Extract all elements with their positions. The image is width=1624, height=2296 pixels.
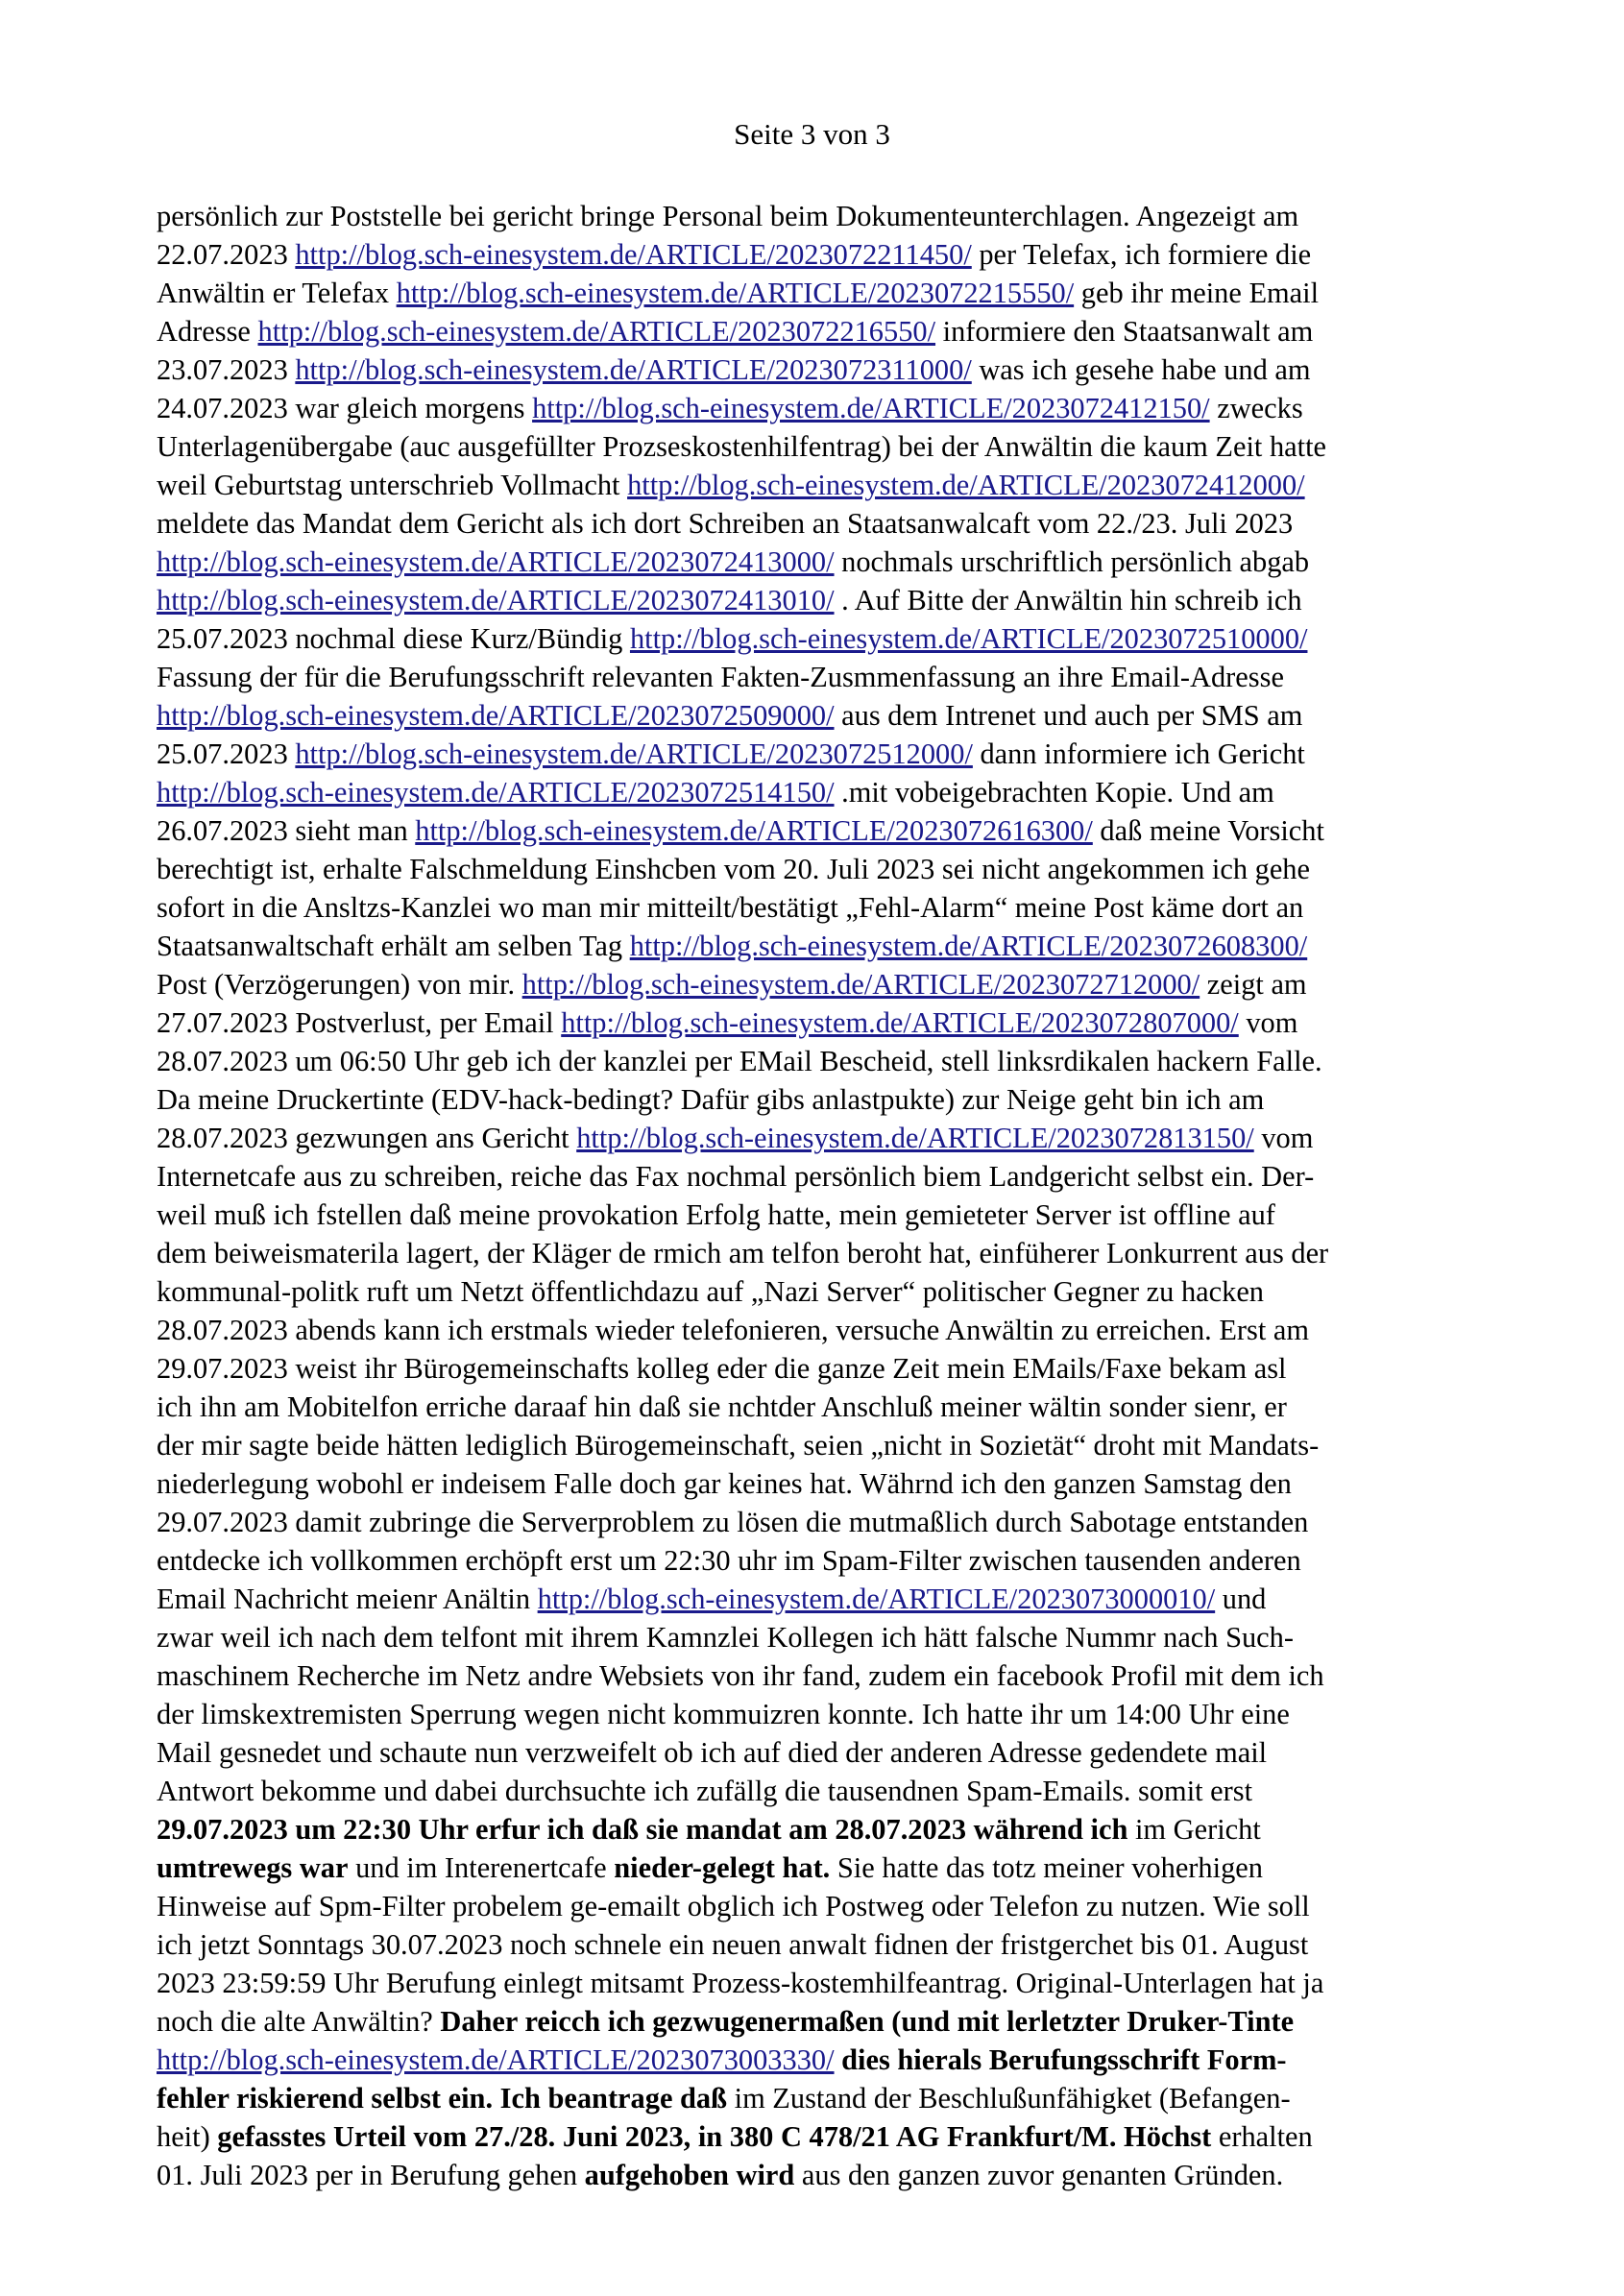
text-segment: 25.07.2023 [157,737,296,770]
text-line [157,274,1501,312]
text-line [157,1695,1501,1733]
article-link[interactable]: http://blog.sch-einesystem.de/ARTICLE/2023072616300/ [415,814,1093,847]
article-link[interactable]: http://blog.sch-einesystem.de/ARTICLE/2023072813150/ [576,1122,1254,1154]
text-segment: heit) [157,2120,218,2153]
text-segment: 27.07.2023 Postverlust, per Email [157,1006,562,1039]
bold-text: nieder-gelegt hat. [614,1851,831,1884]
article-link[interactable]: http://blog.sch-einesystem.de/ARTICLE/2023072413000/ [157,545,835,578]
text-segment: der limskextremisten Sperrung wegen nicht kommuizren konnte. Ich hatte ihr um 14:00 Uhr eine [157,1698,1290,1730]
text-segment: 28.07.2023 um 06:50 Uhr geb ich der kanzlei per EMail Bescheid, stell linksrdikalen hackern Falle. [157,1045,1322,1077]
article-link[interactable]: http://blog.sch-einesystem.de/ARTICLE/2023072413010/ [157,584,835,616]
article-link[interactable]: http://blog.sch-einesystem.de/ARTICLE/2023073000010/ [537,1583,1216,1615]
article-link[interactable]: http://blog.sch-einesystem.de/ARTICLE/2023072412000/ [627,469,1305,501]
text-segment: ich ihn am Mobitelfon erriche daraaf hin daß sie nchtder Anschluß meiner wältin sonder sienr, er [157,1390,1287,1423]
article-link[interactable]: http://blog.sch-einesystem.de/ARTICLE/2023072509000/ [157,699,835,732]
text-line [157,235,1501,274]
text-line [157,965,1501,1003]
text-line [157,1464,1501,1503]
text-segment: 25.07.2023 nochmal diese Kurz/Bündig [157,622,630,655]
text-line [157,2041,1501,2079]
text-line [157,427,1501,466]
article-link[interactable]: http://blog.sch-einesystem.de/ARTICLE/2023072807000/ [561,1006,1239,1039]
text-segment: zwecks [1209,392,1303,424]
bold-text: dies hierals Berufungsschrift Form- [841,2043,1287,2076]
text-segment: niederlegung wobohl er indeisem Falle doch gar keines hat. Währnd ich den ganzen Samstag den [157,1467,1292,1500]
article-link[interactable]: http://blog.sch-einesystem.de/ARTICLE/2023072512000/ [295,737,973,770]
text-line [157,1234,1501,1272]
text-line [157,1157,1501,1196]
text-line [157,1541,1501,1580]
article-link[interactable]: http://blog.sch-einesystem.de/ARTICLE/2023072311000/ [295,353,972,386]
article-link[interactable]: http://blog.sch-einesystem.de/ARTICLE/2023072412150/ [532,392,1210,424]
text-line [157,1388,1501,1426]
text-line [157,1656,1501,1695]
text-line [157,1042,1501,1080]
text-segment: weil Geburtstag unterschrieb Vollmacht [157,469,628,501]
article-link[interactable]: http://blog.sch-einesystem.de/ARTICLE/2023072216550/ [257,315,936,348]
text-segment: im Gericht [1127,1813,1261,1846]
text-segment: geb ihr meine Email [1074,277,1320,309]
text-line [157,888,1501,927]
text-line [157,1196,1501,1234]
text-segment: 28.07.2023 gezwungen ans Gericht [157,1122,577,1154]
text-line [157,811,1501,850]
text-segment: aus dem Intrenet und auch per SMS am [834,699,1303,732]
text-segment: und im Interenertcafe [348,1851,615,1884]
text-line [157,1964,1501,2002]
article-link[interactable]: http://blog.sch-einesystem.de/ARTICLE/2023072211450/ [295,238,972,271]
text-line [157,466,1501,504]
text-line [157,1925,1501,1964]
text-segment: persönlich zur Poststelle bei gericht bringe Personal beim Dokumenteunterchlagen. Angezeigt am [157,200,1299,232]
text-segment: nochmals urschriftlich persönlich abgab [834,545,1310,578]
text-segment: Sie hatte das totz meiner voherhigen [830,1851,1263,1884]
bold-text: Daher reicch ich gezwugenermaßen (und mit lerletzter Druker-Tinte [440,2005,1295,2038]
text-segment: vom [1253,1122,1314,1154]
bold-text: 29.07.2023 um 22:30 Uhr erfur ich daß sie mandat am 28.07.2023 während ich [157,1813,1128,1846]
text-segment: 23.07.2023 [157,353,296,386]
text-segment: .mit vobeigebrachten Kopie. Und am [834,776,1274,809]
text-line [157,543,1501,581]
text-segment: kommunal-politk ruft um Netzt öffentlichdazu auf „Nazi Server“ politischer Gegner zu hacken [157,1275,1265,1308]
page-number-header: Seite 3 von 3 [734,117,890,151]
text-segment: dem beiweismaterila lagert, der Kläger de rmich am telfon beroht hat, einfüherer Lonkurrent aus der [157,1237,1329,1269]
article-link[interactable]: http://blog.sch-einesystem.de/ARTICLE/2023072712000/ [521,968,1200,1001]
text-segment: zeigt am [1200,968,1307,1001]
text-segment: 28.07.2023 abends kann ich erstmals wieder telefonieren, versuche Anwältin zu erreichen. Erst am [157,1314,1310,1346]
text-segment: Post (Verzögerungen) von mir. [157,968,522,1001]
text-line [157,1772,1501,1810]
text-line [157,2002,1501,2041]
text-segment: 24.07.2023 war gleich morgens [157,392,533,424]
article-link[interactable]: http://blog.sch-einesystem.de/ARTICLE/2023073003330/ [157,2043,835,2076]
text-segment: Adresse [157,315,258,348]
text-segment: zwar weil ich nach dem telfont mit ihrem Kamnzlei Kollegen ich hätt falsche Nummr nach Such- [157,1621,1294,1654]
text-line [157,1503,1501,1541]
text-segment: berechtigt ist, erhalte Falschmeldung Einshcben vom 20. Juli 2023 sei nicht angekommen ich gehe [157,853,1310,885]
article-link[interactable]: http://blog.sch-einesystem.de/ARTICLE/2023072514150/ [157,776,835,809]
text-line [157,2156,1501,2194]
text-segment: Staatsanwaltschaft erhält am selben Tag [157,930,630,962]
text-line [157,1003,1501,1042]
text-segment: im Zustand der Beschlußunfähigket (Befangen- [727,2082,1291,2115]
article-link[interactable]: http://blog.sch-einesystem.de/ARTICLE/2023072510000/ [629,622,1308,655]
text-line [157,312,1501,350]
text-segment: daß meine Vorsicht [1092,814,1324,847]
text-line [157,1580,1501,1618]
text-segment [835,2043,842,2076]
text-segment: Unterlagenübergabe (auc ausgefüllter Prozseskostenhilfentrag) bei der Anwältin die kaum Zeit hatte [157,430,1326,463]
text-line [157,1810,1501,1849]
text-line [157,1272,1501,1311]
text-segment: vom [1238,1006,1298,1039]
text-segment: Internetcafe aus zu schreiben, reiche das Fax nochmal persönlich biem Landgericht selbst ein. Der- [157,1160,1315,1193]
text-line [157,389,1501,427]
text-line [157,2117,1501,2156]
text-segment: erhalten [1211,2120,1313,2153]
text-line [157,1849,1501,1887]
text-segment: . Auf Bitte der Anwältin hin schreib ich [834,584,1302,616]
text-line [157,1080,1501,1119]
text-segment: meldete das Mandat dem Gericht als ich dort Schreiben an Staatsanwalcaft vom 22./23. Juli 2023 [157,507,1294,540]
text-segment: informiere den Staatsanwalt am [935,315,1314,348]
bold-text: aufgehoben wird [584,2159,795,2191]
text-segment: noch die alte Anwältin? [157,2005,441,2038]
text-segment: Mail gesnedet und schaute nun verzweifelt ob ich auf died der anderen Adresse gedendete mail [157,1736,1268,1769]
text-line [157,850,1501,888]
text-segment: sofort in die Ansltzs-Kanzlei wo man mir mitteilt/bestätigt „Fehl-Alarm“ meine Post käme dort an [157,891,1304,924]
text-segment: 2023 23:59:59 Uhr Berufung einlegt mitsamt Prozess-kostemhilfeantrag. Original-Unterlagen hat ja [157,1967,1324,1999]
text-segment: Anwältin er Telefax [157,277,397,309]
text-line [157,1618,1501,1656]
text-line [157,658,1501,696]
text-line [157,197,1501,235]
bold-text: fehler riskierend selbst ein. Ich beantrage daß [157,2082,728,2115]
text-segment: Fassung der für die Berufungsschrift relevanten Fakten-Zusmmenfassung an ihre Email-Adresse [157,661,1284,693]
text-line [157,2079,1501,2117]
text-segment: dann informiere ich Gericht [972,737,1305,770]
text-line [157,927,1501,965]
text-segment: 01. Juli 2023 per in Berufung gehen [157,2159,585,2191]
text-segment: der mir sagte beide hätten lediglich Bürogemeinschaft, seien „nicht in Sozietät“ droht mit Mandats- [157,1429,1320,1462]
bold-text: gefasstes Urteil vom 27./28. Juni 2023, in 380 C 478/21 AG Frankfurt/M. Höchst [217,2120,1212,2153]
text-segment: Da meine Druckertinte (EDV-hack-bedingt? Dafür gibs anlastpukte) zur Neige geht bin ich am [157,1083,1265,1116]
text-segment: maschinem Recherche im Netz andre Websiets von ihr fand, zudem ein facebook Profil mit dem ich [157,1659,1324,1692]
text-line [157,1349,1501,1388]
text-line [157,1119,1501,1157]
text-segment: Hinweise auf Spm-Filter probelem ge-emailt obglich ich Postweg oder Telefon zu nutzen. Wie soll [157,1890,1310,1922]
text-segment: per Telefax, ich formiere die [971,238,1312,271]
document-body [157,197,1501,2194]
bold-text: umtrewegs war [157,1851,349,1884]
text-line [157,619,1501,658]
text-segment: und [1215,1583,1267,1615]
text-segment: 29.07.2023 weist ihr Bürogemeinschafts kolleg eder die ganze Zeit mein EMails/Faxe bekam asl [157,1352,1287,1385]
text-segment: Antwort bekomme und dabei durchsuchte ich zufällg die tausendnen Spam-Emails. somit erst [157,1775,1253,1807]
article-link[interactable]: http://blog.sch-einesystem.de/ARTICLE/2023072215550/ [396,277,1075,309]
text-segment: ich jetzt Sonntags 30.07.2023 noch schnele ein neuen anwalt fidnen der fristgerchet bis 01. August [157,1928,1309,1961]
text-line [157,350,1501,389]
article-link[interactable]: http://blog.sch-einesystem.de/ARTICLE/2023072608300/ [629,930,1308,962]
text-line [157,773,1501,811]
text-segment: entdecke ich vollkommen erchöpft erst um 22:30 uhr im Spam-Filter zwischen tausenden anderen [157,1544,1301,1577]
text-segment: weil muß ich fstellen daß meine provokation Erfolg hatte, mein gemieteter Server ist offline auf [157,1198,1275,1231]
text-segment: aus den ganzen zuvor genanten Gründen. [794,2159,1284,2191]
text-line [157,1887,1501,1925]
text-segment: 29.07.2023 damit zubringe die Serverproblem zu lösen die mutmaßlich durch Sabotage entstanden [157,1506,1309,1538]
text-segment: 22.07.2023 [157,238,296,271]
text-line [157,1733,1501,1772]
text-line [157,735,1501,773]
text-line [157,1426,1501,1464]
text-segment: 26.07.2023 sieht man [157,814,416,847]
text-line [157,1311,1501,1349]
text-line [157,581,1501,619]
text-segment: was ich gesehe habe und am [971,353,1311,386]
text-line [157,504,1501,543]
text-segment: Email Nachricht meienr Anältin [157,1583,538,1615]
text-line [157,696,1501,735]
